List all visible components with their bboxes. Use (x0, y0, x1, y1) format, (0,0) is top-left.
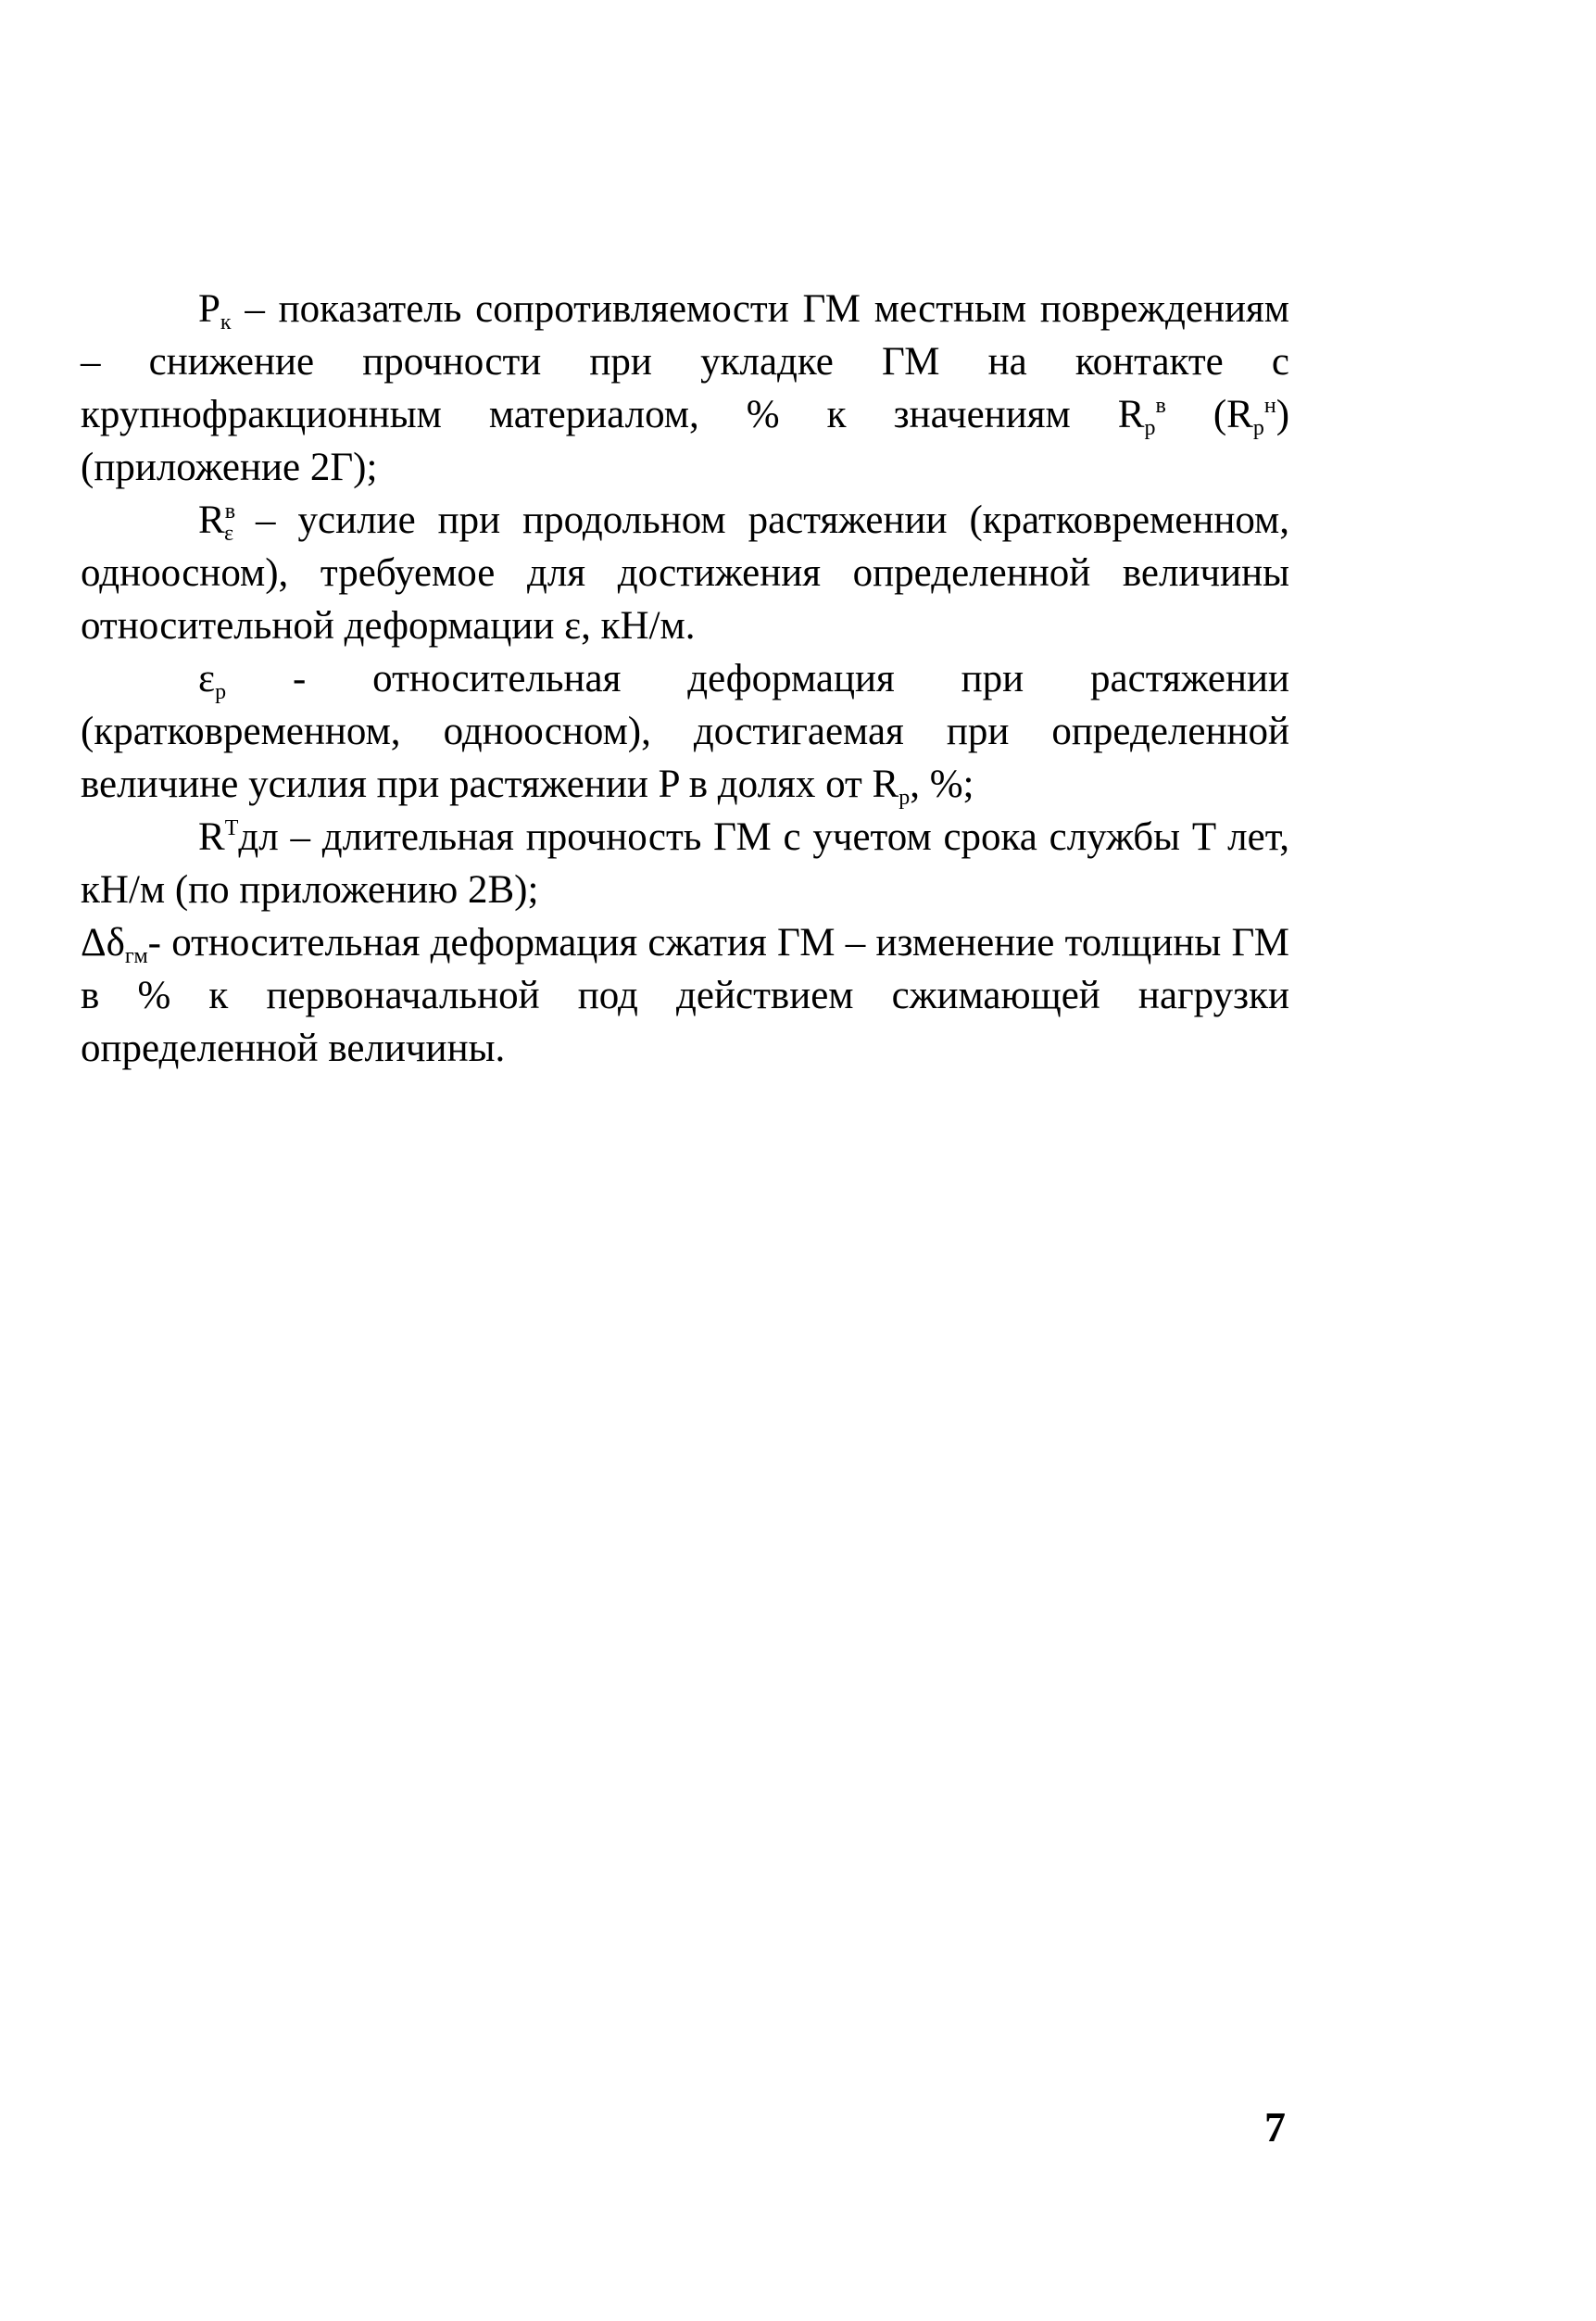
definition-text: – усилие при продольном растяжении (кратковременном, одноосном), требуемое для достижения определенной величины относительной деформации ε, кН/м. (81, 498, 1289, 648)
definition-text: – длительная прочность ГМ с учетом срока службы T лет, кН/м (по приложению 2В); (81, 815, 1289, 912)
symbol-r-long-term: $R^Тдл$ (198, 815, 279, 859)
symbol-epsilon-p: $\varepsilon_р$ (198, 657, 227, 704)
definition-text: - относительная деформация при растяжении (кратковременном, одноосном), достигаемая при определенной величине усилия при растяжении P в долях от R (81, 657, 1289, 806)
definition-r-epsilon (81, 494, 1289, 652)
definition-r-long-term (81, 811, 1289, 916)
symbol-pk: $P_к$ (198, 287, 232, 334)
page-number: 7 (1264, 2103, 1286, 2151)
definition-delta-gm (81, 916, 1289, 1075)
symbol-r-epsilon: $R^в_\varepsilon$ (198, 498, 236, 546)
symbol-delta-gm: $\Delta\delta_{гм}$ (81, 921, 148, 968)
definition-text: – показатель сопротивляемости ГМ местным повреждениям – снижение прочности при укладке ГМ на контакте с крупнофракционным материалом, % к значениям R (81, 287, 1289, 436)
definition-epsilon-p: $\varepsilon_р$ - относительная деформация при растяжении (кратковременном, одноосном), достигаемая при определенной величине усилия при растяжении P в долях от $R_р$, %; (81, 657, 1289, 810)
definition-pk: $P_к$ – показатель сопротивляемости ГМ местным повреждениям – снижение прочности при укладке ГМ на контакте с крупнофракционным материалом, % к значениям $R_р^в$ $(R_р^н)$ (приложение 2Г); (81, 287, 1290, 489)
definition-text: - относительная деформация сжатия ГМ – изменение толщины ГМ в % к первоначальной под действием сжимающей нагрузки определенной величины. (81, 921, 1289, 1070)
definitions-list (81, 283, 1289, 1075)
